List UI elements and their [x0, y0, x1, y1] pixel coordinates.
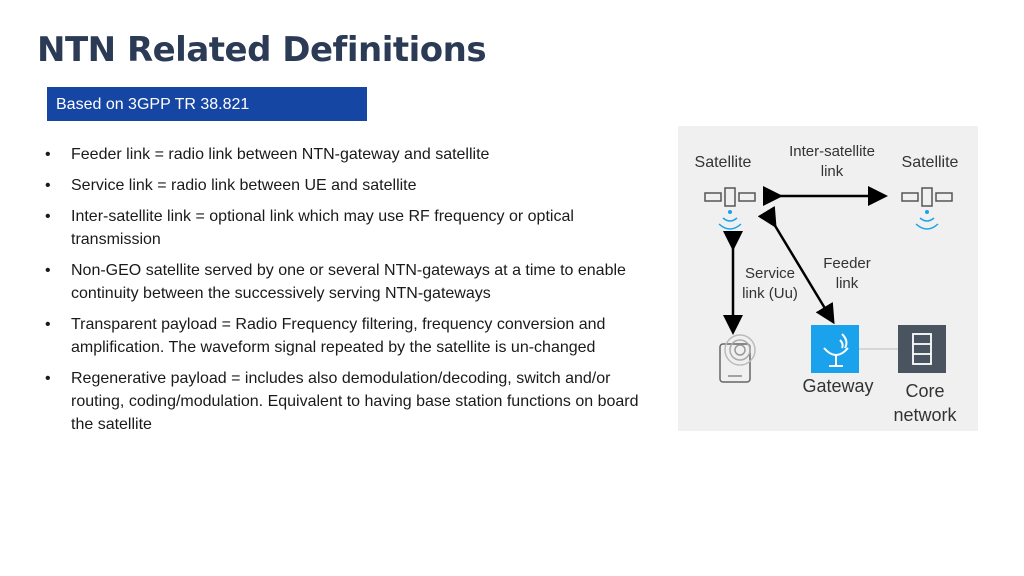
subtitle-banner [47, 87, 367, 121]
list-item [45, 174, 645, 197]
subtitle-text: Based on 3GPP TR 38.821 [56, 96, 250, 113]
ntn-architecture-diagram [678, 126, 978, 431]
core-network-box [898, 325, 946, 373]
list-item [45, 143, 645, 166]
inter-satellite-label-line2: link [820, 163, 844, 180]
satellite-left-icon [705, 188, 755, 229]
ue-device-icon [720, 335, 755, 382]
bullet-icon: • [45, 316, 51, 333]
service-link-label [734, 264, 806, 304]
list-item [45, 205, 645, 251]
core-label-line1: Core [905, 381, 945, 401]
list-item-text: Service link = radio link between UE and satellite [71, 177, 417, 194]
bullet-icon: • [45, 208, 51, 225]
service-label-line2: link (Uu) [742, 285, 798, 302]
satellite-left-label: Satellite [694, 154, 752, 171]
core-label-line2: network [893, 405, 957, 425]
page-title: NTN Related Definitions [37, 30, 487, 70]
bullet-icon: • [45, 370, 51, 387]
list-item-text: Non-GEO satellite served by one or several NTN-gateways at a time to enable continuity between the successively serving NTN-gateways [71, 262, 626, 302]
gateway-label: Gateway [802, 376, 874, 396]
list-item-text: Inter-satellite link = optional link which may use RF frequency or optical transmission [71, 208, 574, 248]
list-item-text: Transparent payload = Radio Frequency filtering, frequency conversion and amplification. The waveform signal repeated by the satellite is un-changed [71, 316, 606, 356]
service-label-line1: Service [744, 265, 796, 282]
feeder-label-line1: Feeder [823, 255, 871, 272]
satellite-right-icon [902, 188, 952, 229]
satellite-right-label: Satellite [901, 154, 959, 171]
feeder-label-line2: link [835, 275, 859, 292]
inter-satellite-label-line1: Inter-satellite [789, 143, 875, 160]
definitions-list [45, 143, 645, 444]
feeder-link-label [810, 254, 884, 294]
bullet-icon: • [45, 146, 51, 163]
list-item [45, 259, 645, 305]
list-item [45, 313, 645, 359]
list-item-text: Feeder link = radio link between NTN-gateway and satellite [71, 146, 490, 163]
bullet-icon: • [45, 262, 51, 279]
bullet-icon: • [45, 177, 51, 194]
list-item-text: Regenerative payload = includes also demodulation/decoding, switch and/or routing, coding/modulation. Equivalent to having base station functions on board the satellite [71, 370, 639, 433]
inter-satellite-link-label [772, 142, 892, 182]
list-item [45, 367, 645, 436]
core-network-label [882, 379, 968, 427]
